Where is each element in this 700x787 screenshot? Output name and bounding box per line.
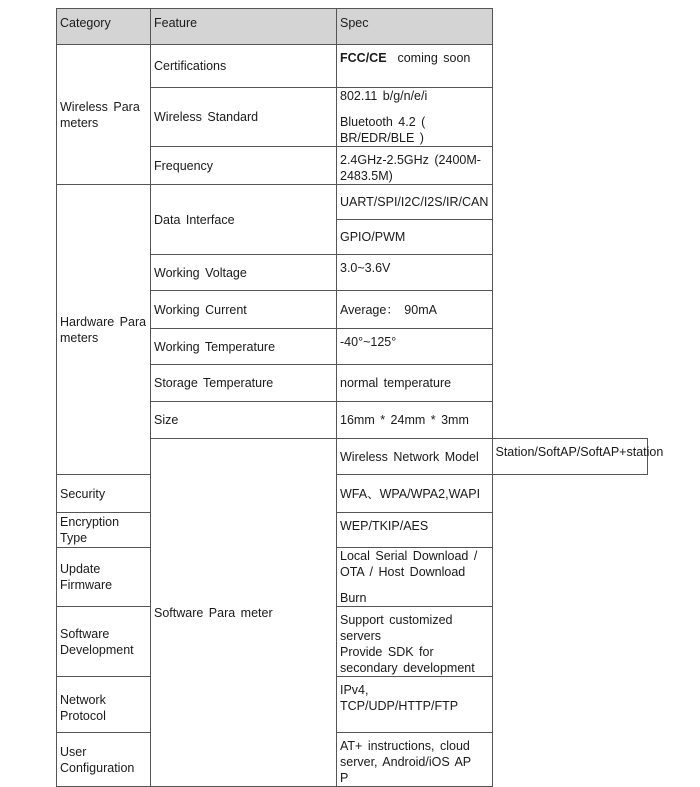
spec-cell: Station/SoftAP/SoftAP+station xyxy=(492,439,648,475)
feature-cell: Working Voltage xyxy=(151,255,337,291)
spec-line: 802.11 b/g/n/e/i xyxy=(340,89,428,103)
feature-cell: Wireless Network Model xyxy=(337,439,493,475)
spec-cell: 2.4GHz-2.5GHz (2400M-2483.5M) xyxy=(337,147,493,185)
table-row xyxy=(57,513,648,548)
spec-table xyxy=(56,8,664,787)
table-row xyxy=(57,45,648,88)
spec-line: Support customized servers xyxy=(340,613,453,643)
spec-cell: WEP/TKIP/AES xyxy=(337,513,493,548)
feature-cell: Data Interface xyxy=(151,185,337,255)
category-cell: Software Para meter xyxy=(151,439,337,787)
header-spec: Spec xyxy=(337,9,493,45)
table-row xyxy=(57,677,648,733)
spec-line: Provide SDK for secondary development xyxy=(340,645,475,675)
feature-cell: Certifications xyxy=(151,45,337,88)
spec-cell: 16mm * 24mm * 3mm xyxy=(337,402,493,439)
feature-cell: Encryption Type xyxy=(57,513,151,548)
spec-cell: GPIO/PWM xyxy=(337,220,493,255)
category-cell: Wireless Para meters xyxy=(57,45,151,185)
spec-line: AT+ instructions, cloud server, Android/iOS AP xyxy=(340,739,472,769)
feature-cell: Security xyxy=(57,475,151,513)
spec-cell: -40°~125° xyxy=(337,329,493,365)
feature-cell: Working Current xyxy=(151,291,337,329)
category-cell: Hardware Para meters xyxy=(57,185,151,475)
spec-cell xyxy=(337,548,493,607)
spec-cell xyxy=(337,45,493,88)
header-category: Category xyxy=(57,9,151,45)
feature-cell: Storage Temperature xyxy=(151,365,337,402)
feature-cell: Frequency xyxy=(151,147,337,185)
spec-line: Bluetooth 4.2 ( BR/EDR/BLE ) xyxy=(340,115,426,145)
spec-cell: UART/SPI/I2C/I2S/IR/CAN xyxy=(337,185,493,220)
feature-cell: Working Temperature xyxy=(151,329,337,365)
spec-bold-text: FCC/CE xyxy=(340,51,387,65)
feature-cell: Update Firmware xyxy=(57,548,151,607)
spec-cell: 3.0~3.6V xyxy=(337,255,493,291)
spec-line: Local Serial Download / OTA / Host Download xyxy=(340,549,478,579)
table-row xyxy=(57,548,648,607)
header-row xyxy=(57,9,648,45)
spec-cell xyxy=(337,88,493,147)
feature-cell: User Configuration xyxy=(57,733,151,787)
table-row xyxy=(57,733,648,787)
spec-text: coming soon xyxy=(397,51,471,65)
feature-cell: Wireless Standard xyxy=(151,88,337,147)
spec-line: Burn xyxy=(340,591,367,605)
spec-cell xyxy=(337,607,493,677)
spec-cell: WFA、WPA/WPA2,WAPI xyxy=(337,475,493,513)
feature-cell: Network Protocol xyxy=(57,677,151,733)
spec-cell xyxy=(337,733,493,787)
feature-cell: Size xyxy=(151,402,337,439)
spec-cell: Average： 90mA xyxy=(337,291,493,329)
table-row xyxy=(57,185,648,220)
table-row xyxy=(57,475,648,513)
spec-cell: normal temperature xyxy=(337,365,493,402)
spec-line: P xyxy=(340,771,349,785)
table-row xyxy=(57,607,648,677)
feature-cell: Software Development xyxy=(57,607,151,677)
spec-cell: IPv4, TCP/UDP/HTTP/FTP xyxy=(337,677,493,733)
header-feature: Feature xyxy=(151,9,337,45)
